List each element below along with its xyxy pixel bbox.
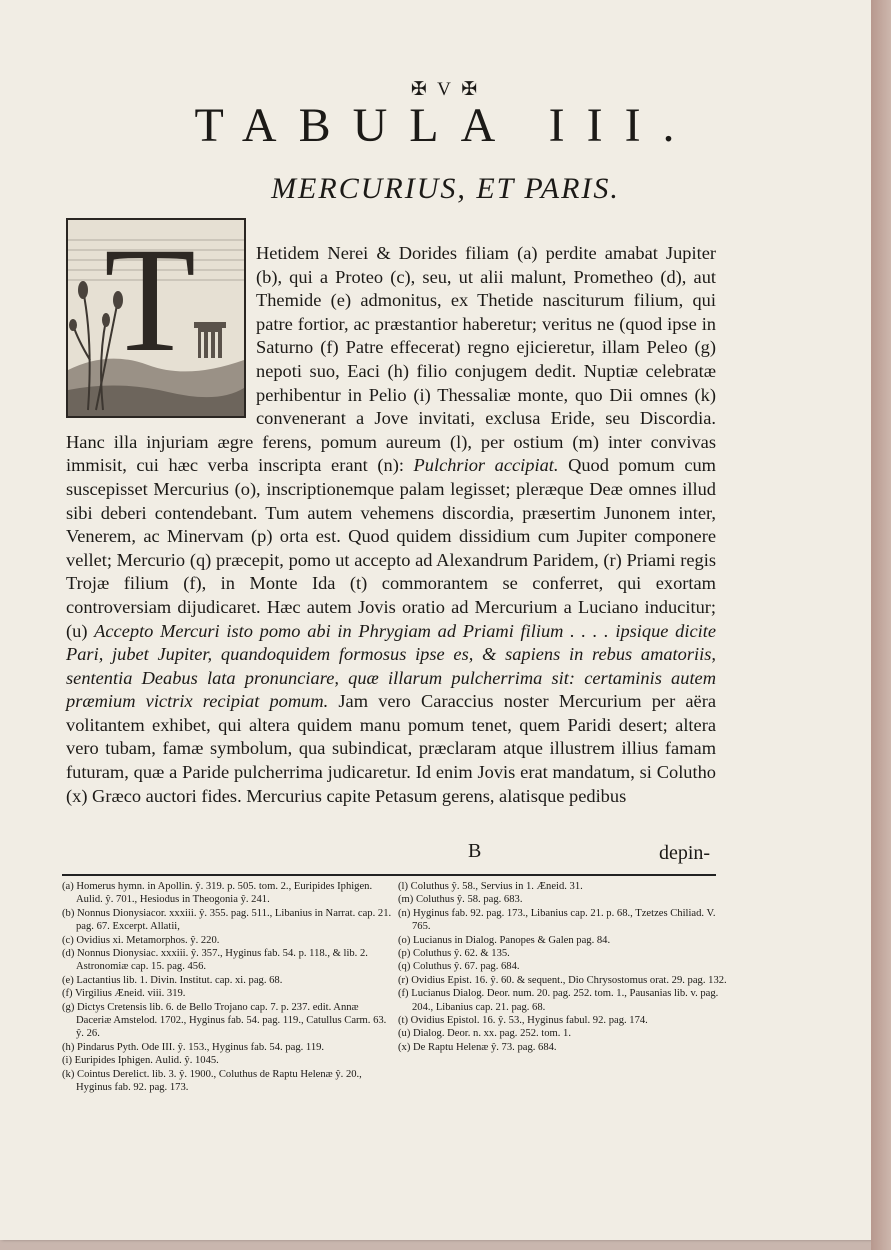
lucian-quotation: Accepto Mercuri isto pomo abi in Phrygiam ad Priami filium . . . . ipsique dicite Pari, jubet Jupiter, quandoquidem formosus ipse es, & sapiens in rebus amatoriis, sententia Deabus lata pronunciare, quæ illarum pulcherrima sit: certaminis autem præmium victrix recipiat pomum. xyxy=(66,620,717,712)
footnote: (d) Nonnus Dionysiac. xxxiii. ŷ. 357., Hyginus fab. 54. p. 118., & lib. 2. Astronomiæ cap. 15. pag. 456. xyxy=(62,948,368,973)
initial-gap xyxy=(66,242,256,426)
page-subtitle: MERCURIUS, ET PARIS. xyxy=(271,172,620,205)
footnote: (m) Coluthus ŷ. 58. pag. 683. xyxy=(398,894,523,906)
footnote: (f) Virgilius Æneid. viii. 319. xyxy=(62,988,186,1000)
footnote: (f) Lucianus Dialog. Deor. num. 20. pag. 252. tom. 1., Pausanias lib. v. pag. 204., Libanius cap. 21. pag. 68. xyxy=(398,988,719,1013)
footnotes-right xyxy=(398,880,728,1054)
header-ornament: ✠ V ✠ xyxy=(410,79,481,100)
main-text-part-1: Hetidem Nerei & Dorides filiam (a) perdite amabat Jupiter (b), qui a Proteo (c), seu, ut alii malunt, Prometheo (d), aut Themide (e) admonitus, ex Thetide nasciturum filium, qui patre fortior, ac præstantior haberetur; veritus ne (quod ipse in Saturno (f) Patre effecerat) regno ejicieretur, illam Peleo (g) nepoti suo, Eaci (h) filio conjugem dedit. Nuptiæ celebratæ perhibentur in Pelio (i) Thessaliæ monte, quo Dii omnes (k) convenerant a Jove invitati, exclusa Eride, seu Discordia. Hanc illa injuriam ægre ferens, pomum aureum (l), per ostium (m) inter convivas immisit, cui hæc verba inscripta erant (n): xyxy=(66,243,716,476)
footnote: (x) De Raptu Helenæ ŷ. 73. pag. 684. xyxy=(398,1041,557,1053)
initial-letter: T xyxy=(104,220,196,383)
footnote: (c) Ovidius xi. Metamorphos. ŷ. 220. xyxy=(62,934,220,946)
footnotes-left xyxy=(62,880,392,1095)
main-text xyxy=(66,242,716,808)
footnote: (u) Dialog. Deor. n. xx. pag. 252. tom. 1. xyxy=(398,1028,572,1040)
footnote: (a) Homerus hymn. in Apollin. ŷ. 319. p. 505. tom. 2., Euripides Iphigen. Aulid. ŷ. 701., Hesiodus in Theogonia ŷ. 241. xyxy=(62,881,373,906)
footnote: (i) Euripides Iphigen. Aulid. ŷ. 1045. xyxy=(62,1055,219,1067)
catchword: depin- xyxy=(659,842,711,864)
footnote-rule xyxy=(62,874,716,876)
signature-mark: B xyxy=(468,840,482,862)
page-title: TABULA III. xyxy=(194,99,697,152)
footnote: (n) Hyginus fab. 92. pag. 173., Libanius cap. 21. p. 68., Tzetzes Chiliad. V. 765. xyxy=(398,907,716,933)
footnote: (h) Pindarus Pyth. Ode III. ŷ. 153., Hyginus fab. 54. pag. 119. xyxy=(62,1041,325,1053)
footnote: (b) Nonnus Dionysiacor. xxxiii. ŷ. 355. pag. 511., Libanius in Narrat. cap. 21. pag. 67. Excerpt. Allatii, xyxy=(62,907,392,933)
footnote: (t) Ovidius Epistol. 16. ŷ. 53., Hyginus fabul. 92. pag. 174. xyxy=(398,1015,648,1027)
apple-inscription: Pulchrior accipiat. xyxy=(413,455,559,476)
footnote: (e) Lactantius lib. 1. Divin. Institut. cap. xi. pag. 68. xyxy=(62,974,283,986)
main-text-part-2: Quod pomum cum suscepisset Mercurius (o), inscriptionemque palam legisset; pleræque Deæ omnes illud sibi deberi contendebant. Tum autem vehemens discordia, præsertim Junonem inter, Venerem, ac Minervam (p) orta est. Quod quidem dissidium cum Jupiter componere vellet; Mercurio (q) præcepit, pomo ut accepto ad Alexandrum Paridem, (r) Priami regis Trojæ filium (f), in Monte Ida (t) commorantem se conferret, qui exortam controversiam dijudicaret. Hæc autem Jovis oratio ad Mercurium a Luciano inducitur; (u) xyxy=(66,455,716,641)
footnote: (q) Coluthus ŷ. 67. pag. 684. xyxy=(398,961,520,973)
main-text-part-3: Jam vero Caraccius noster Mercurium per aëra volitantem exhibet, qui altera quidem manu pomum tenet, quem Paridi desert; altera vero tubam, famæ symbolum, qua subindicat, præclaram atque illustrem illius famam futuram, quæ a Paride pulcherrima judicaretur. Id enim Jovis erat mandatum, si Colutho (x) Græco auctori fides. Mercurius capite Petasum gerens, alatisque pedibus xyxy=(66,691,716,806)
footnote: (g) Dictys Cretensis lib. 6. de Bello Trojano cap. 7. p. 237. edit. Annæ Daceriæ Amstelod. 1702., Hyginus fab. 54. pag. 119., Catullus Carm. 63. ŷ. 26. xyxy=(62,1001,387,1040)
footnote: (p) Coluthus ŷ. 62. & 135. xyxy=(398,948,510,960)
footnote: (o) Lucianus in Dialog. Panopes & Galen pag. 84. xyxy=(398,934,611,946)
footnote: (k) Cointus Derelict. lib. 3. ŷ. 1900., Coluthus de Raptu Helenæ ŷ. 20., Hyginus fab. 92. pag. 173. xyxy=(62,1068,362,1094)
footnote: (l) Coluthus ŷ. 58., Servius in 1. Æneid. 31. xyxy=(398,881,583,892)
footnote: (r) Ovidius Epist. 16. ŷ. 60. & sequent., Dio Chrysostomus orat. 29. pag. 132. xyxy=(398,974,727,986)
